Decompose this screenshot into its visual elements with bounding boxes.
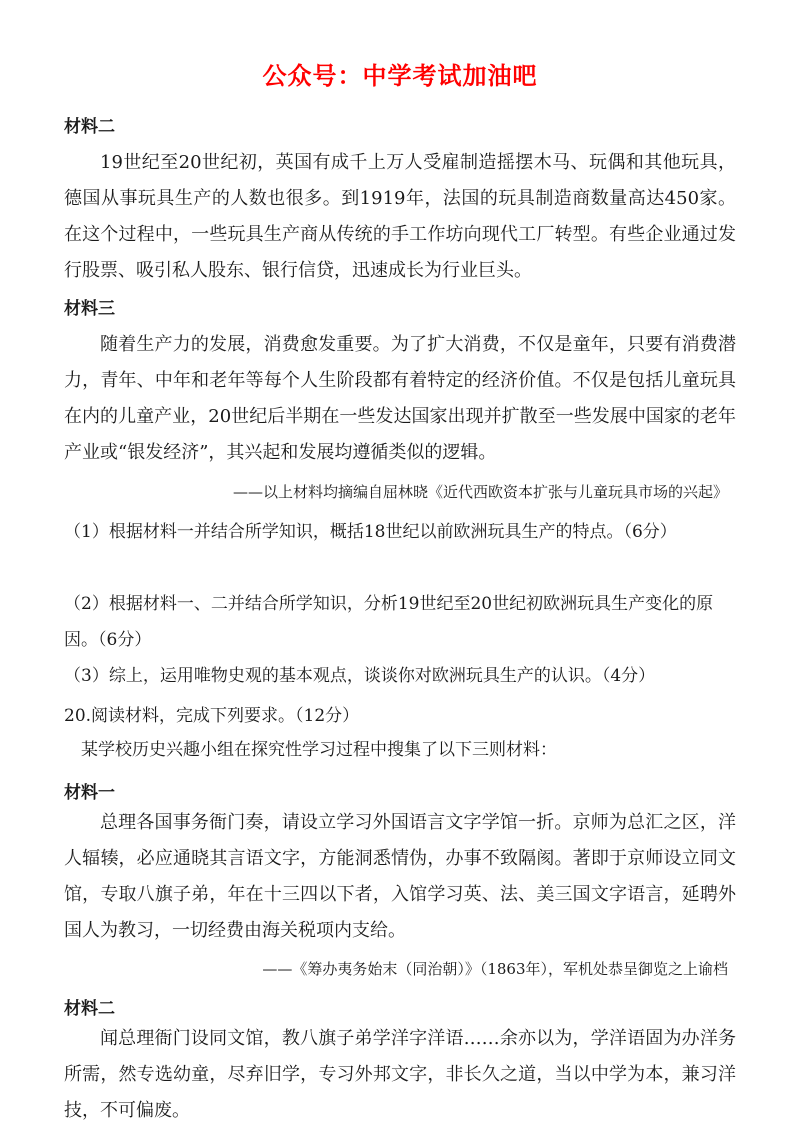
question-20-intro: 某学校历史兴趣小组在探究性学习过程中搜集了以下三则材料： [81, 740, 557, 760]
q20-material-two-text: 闻总理衙门设同文馆，教八旗子弟学洋字洋语……余亦以为，学洋语固为办洋务所需，然专选幼童，尽弃旧学，专习外邦文字，非长久之道，当以中学为本，兼习洋技，不可偏废。 [64, 1028, 736, 1121]
q20-material-one-text: 总理各国事务衙门奏，请设立学习外国语言文字学馆一折。京师为总汇之区，洋人辐辏，必应通晓其言语文字，方能洞悉情伪，办事不致隔阂。著即于京师设立同文馆，专取八旗子弟，年在十三四以下者，入馆学习英、法、美三国文字语言，延聘外国人为教习，一切经费由海关税项内支给。 [64, 812, 736, 941]
question-20-title: 20.阅读材料，完成下列要求。（12分） [64, 706, 360, 726]
material-two-text: 19世纪至20世纪初，英国有成千上万人受雇制造摇摆木马、玩偶和其他玩具，德国从事玩具生产的人数也很多。到1919年，法国的玩具制造商数量高达450家。在这个过程中，一些玩具生产商从传统的手工作坊向现代工厂转型。有些企业通过发行股票、吸引私人股东、银行信贷，迅速成长为行业巨头。 [64, 152, 736, 281]
question-3: （3）综上，运用唯物史观的基本观点，谈谈你对欧洲玩具生产的认识。（4分） [64, 666, 656, 686]
material-three-heading: 材料三 [64, 299, 115, 319]
q20-material-two-heading: 材料二 [64, 999, 115, 1019]
question-1: （1）根据材料一并结合所学知识，概括18世纪以前欧洲玩具生产的特点。（6分） [64, 522, 677, 542]
banner-title: 公众号：中学考试加油吧 [262, 62, 538, 90]
material-three-source: ——以上材料均摘编自屈林晓《近代西欧资本扩张与儿童玩具市场的兴起》 [232, 483, 728, 501]
q20-material-one-source: ——《筹办夷务始末（同治朝）》（1863年），军机处恭呈御览之上谕档 [262, 960, 728, 978]
q20-material-one-heading: 材料一 [64, 783, 115, 803]
material-three-text: 随着生产力的发展，消费愈发重要。为了扩大消费，不仅是童年，只要有消费潜力，青年、中年和老年等每个人生阶段都有着特定的经济价值。不仅是包括儿童玩具在内的儿童产业，20世纪后半期在一些发达国家出现并扩散至一些发展中国家的老年产业或“银发经济”，其兴起和发展均遵循类似的逻辑。 [64, 334, 736, 463]
material-two-heading: 材料二 [64, 117, 115, 137]
question-2: （2）根据材料一、二并结合所学知识，分析19世纪至20世纪初欧洲玩具生产变化的原因。（6分） [64, 594, 714, 650]
